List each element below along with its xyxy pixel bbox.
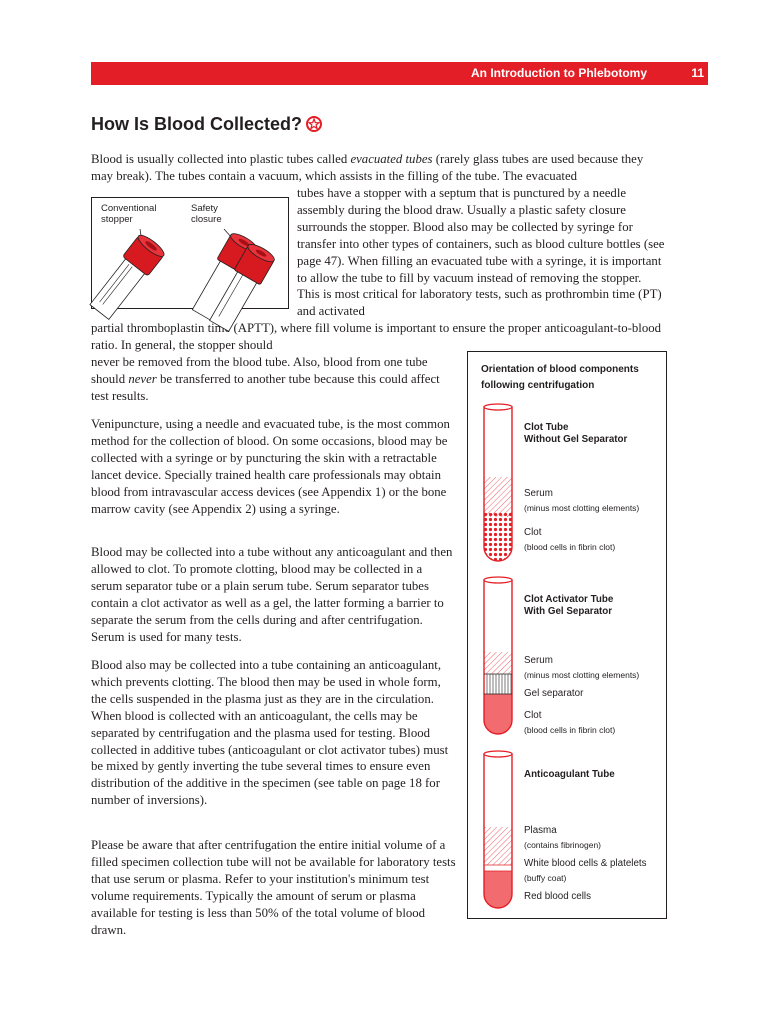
paragraph-3: Blood may be collected into a tube without any anticoagulant and then allowed to clot. To promote clotting, blood may be collected in a serum separator tube or a plain serum tube. Serum separator tubes contain a clot activator as well as a gel, the latter forming a barrier to separate the serum from the cells during and after centrifugation. Serum is used for many tests.	[91, 545, 453, 644]
tube1-serum-note: (minus most clotting elements)	[524, 503, 640, 513]
safety-closure-label: Safety closure	[191, 203, 222, 225]
tube3-name: Anticoagulant Tube	[524, 769, 615, 780]
paragraph-2: Venipuncture, using a needle and evacuated tube, is the most common method for the collection of blood. On some occasions, blood may be collected with a syringe or by puncturing the skin with a retractable lancet device. Specially trained health care professionals may obtain blood from intravascular access devices (see Appendix 1) or the bone marrow cavity (see Appendix 2) using a syringe.	[91, 417, 450, 516]
paragraph-1-wrap: tubes have a stopper with a septum that is punctured by a needle assembly during the blood draw. Usually a plastic safety closure surrounds the stopper. Blood also may be collected by syringe for transfer into other types of containers, such as blood culture bottles (see page 47). When filling an evacuated tube with a syringe, it is important to allow the tube to fill by vacuum instead of removing the stopper. This is most critical for laboratory tests, such as prothrombin time (PT) and activated	[297, 186, 665, 319]
tube3-rbc-label: Red blood cells	[524, 891, 591, 902]
clot-activator-tube	[484, 652, 512, 739]
tube3-wbc-label: White blood cells & platelets	[524, 858, 647, 869]
stopper-illustration	[92, 198, 288, 308]
paragraph-1-continued: partial thromboplastin time (APTT), where fill volume is important to ensure the proper anticoagulant-to-blood ratio. In general, the stopper should	[91, 321, 662, 352]
centrifugation-figure	[467, 351, 667, 919]
tube1-clot-label: Clot	[524, 527, 542, 538]
anticoagulant-tube	[484, 827, 512, 911]
star-icon	[306, 116, 322, 137]
page-header-banner	[91, 62, 708, 85]
tube1-serum-label: Serum	[524, 488, 553, 499]
tube2-serum-label: Serum	[524, 655, 553, 666]
paragraph-5: Please be aware that after centrifugation the entire initial volume of a filled specimen collection tube will not be available for laboratory tests that use serum or plasma. Refer to your institution's minimum test volume requirements. Typically the amount of serum or plasma available for testing is less than 50% of the total volume of blood drawn.	[91, 838, 456, 937]
tube3-plasma-label: Plasma	[524, 825, 557, 836]
tube2-clot-note: (blood cells in fibrin clot)	[524, 725, 616, 735]
page-number: 11	[691, 66, 704, 80]
tube1-clot-note: (blood cells in fibrin clot)	[524, 542, 616, 552]
tube3-plasma-note: (contains fibrinogen)	[524, 840, 602, 850]
conventional-stopper-label: Conventional stopper	[101, 203, 157, 225]
tube2-clot-label: Clot	[524, 710, 542, 721]
paragraph-1-top: Blood is usually collected into plastic tubes called evacuated tubes (rarely glass tubes are used because they may break). The tubes contain a vacuum, which assists in the filling of the tube. The evacuated	[91, 152, 644, 183]
tube3-wbc-note: (buffy coat)	[524, 873, 567, 883]
paragraph-1-end: never be removed from the blood tube. Also, blood from one tube should never be transferred to another tube because this could affect test results.	[91, 355, 440, 403]
figure-title: Orientation of blood components following centrifugation	[481, 364, 639, 391]
tube1-name: Clot Tube Without Gel Separator	[524, 422, 628, 445]
tube2-name: Clot Activator Tube With Gel Separator	[524, 594, 614, 617]
stopper-figure	[91, 197, 289, 309]
clot-tube	[484, 477, 512, 562]
page-heading: How Is Blood Collected?	[91, 114, 322, 137]
tube2-serum-note: (minus most clotting elements)	[524, 670, 640, 680]
section-title: An Introduction to Phlebotomy	[471, 66, 647, 80]
paragraph-4: Blood also may be collected into a tube containing an anticoagulant, which prevents clotting. The blood then may be used in whole form, the cells suspended in the plasma just as they are in the circulation. When blood is collected with an anticoagulant, the cells may be separated by centrifugation and the plasma used for testing. Blood collected in additive tubes (anticoagulant or clot activator tubes) must be mixed by gently inverting the tube several times to ensure even distribution of the additive in the specimen (see table on page 18 for number of inversions).	[91, 658, 449, 808]
tube2-gel-label: Gel separator	[524, 688, 584, 699]
